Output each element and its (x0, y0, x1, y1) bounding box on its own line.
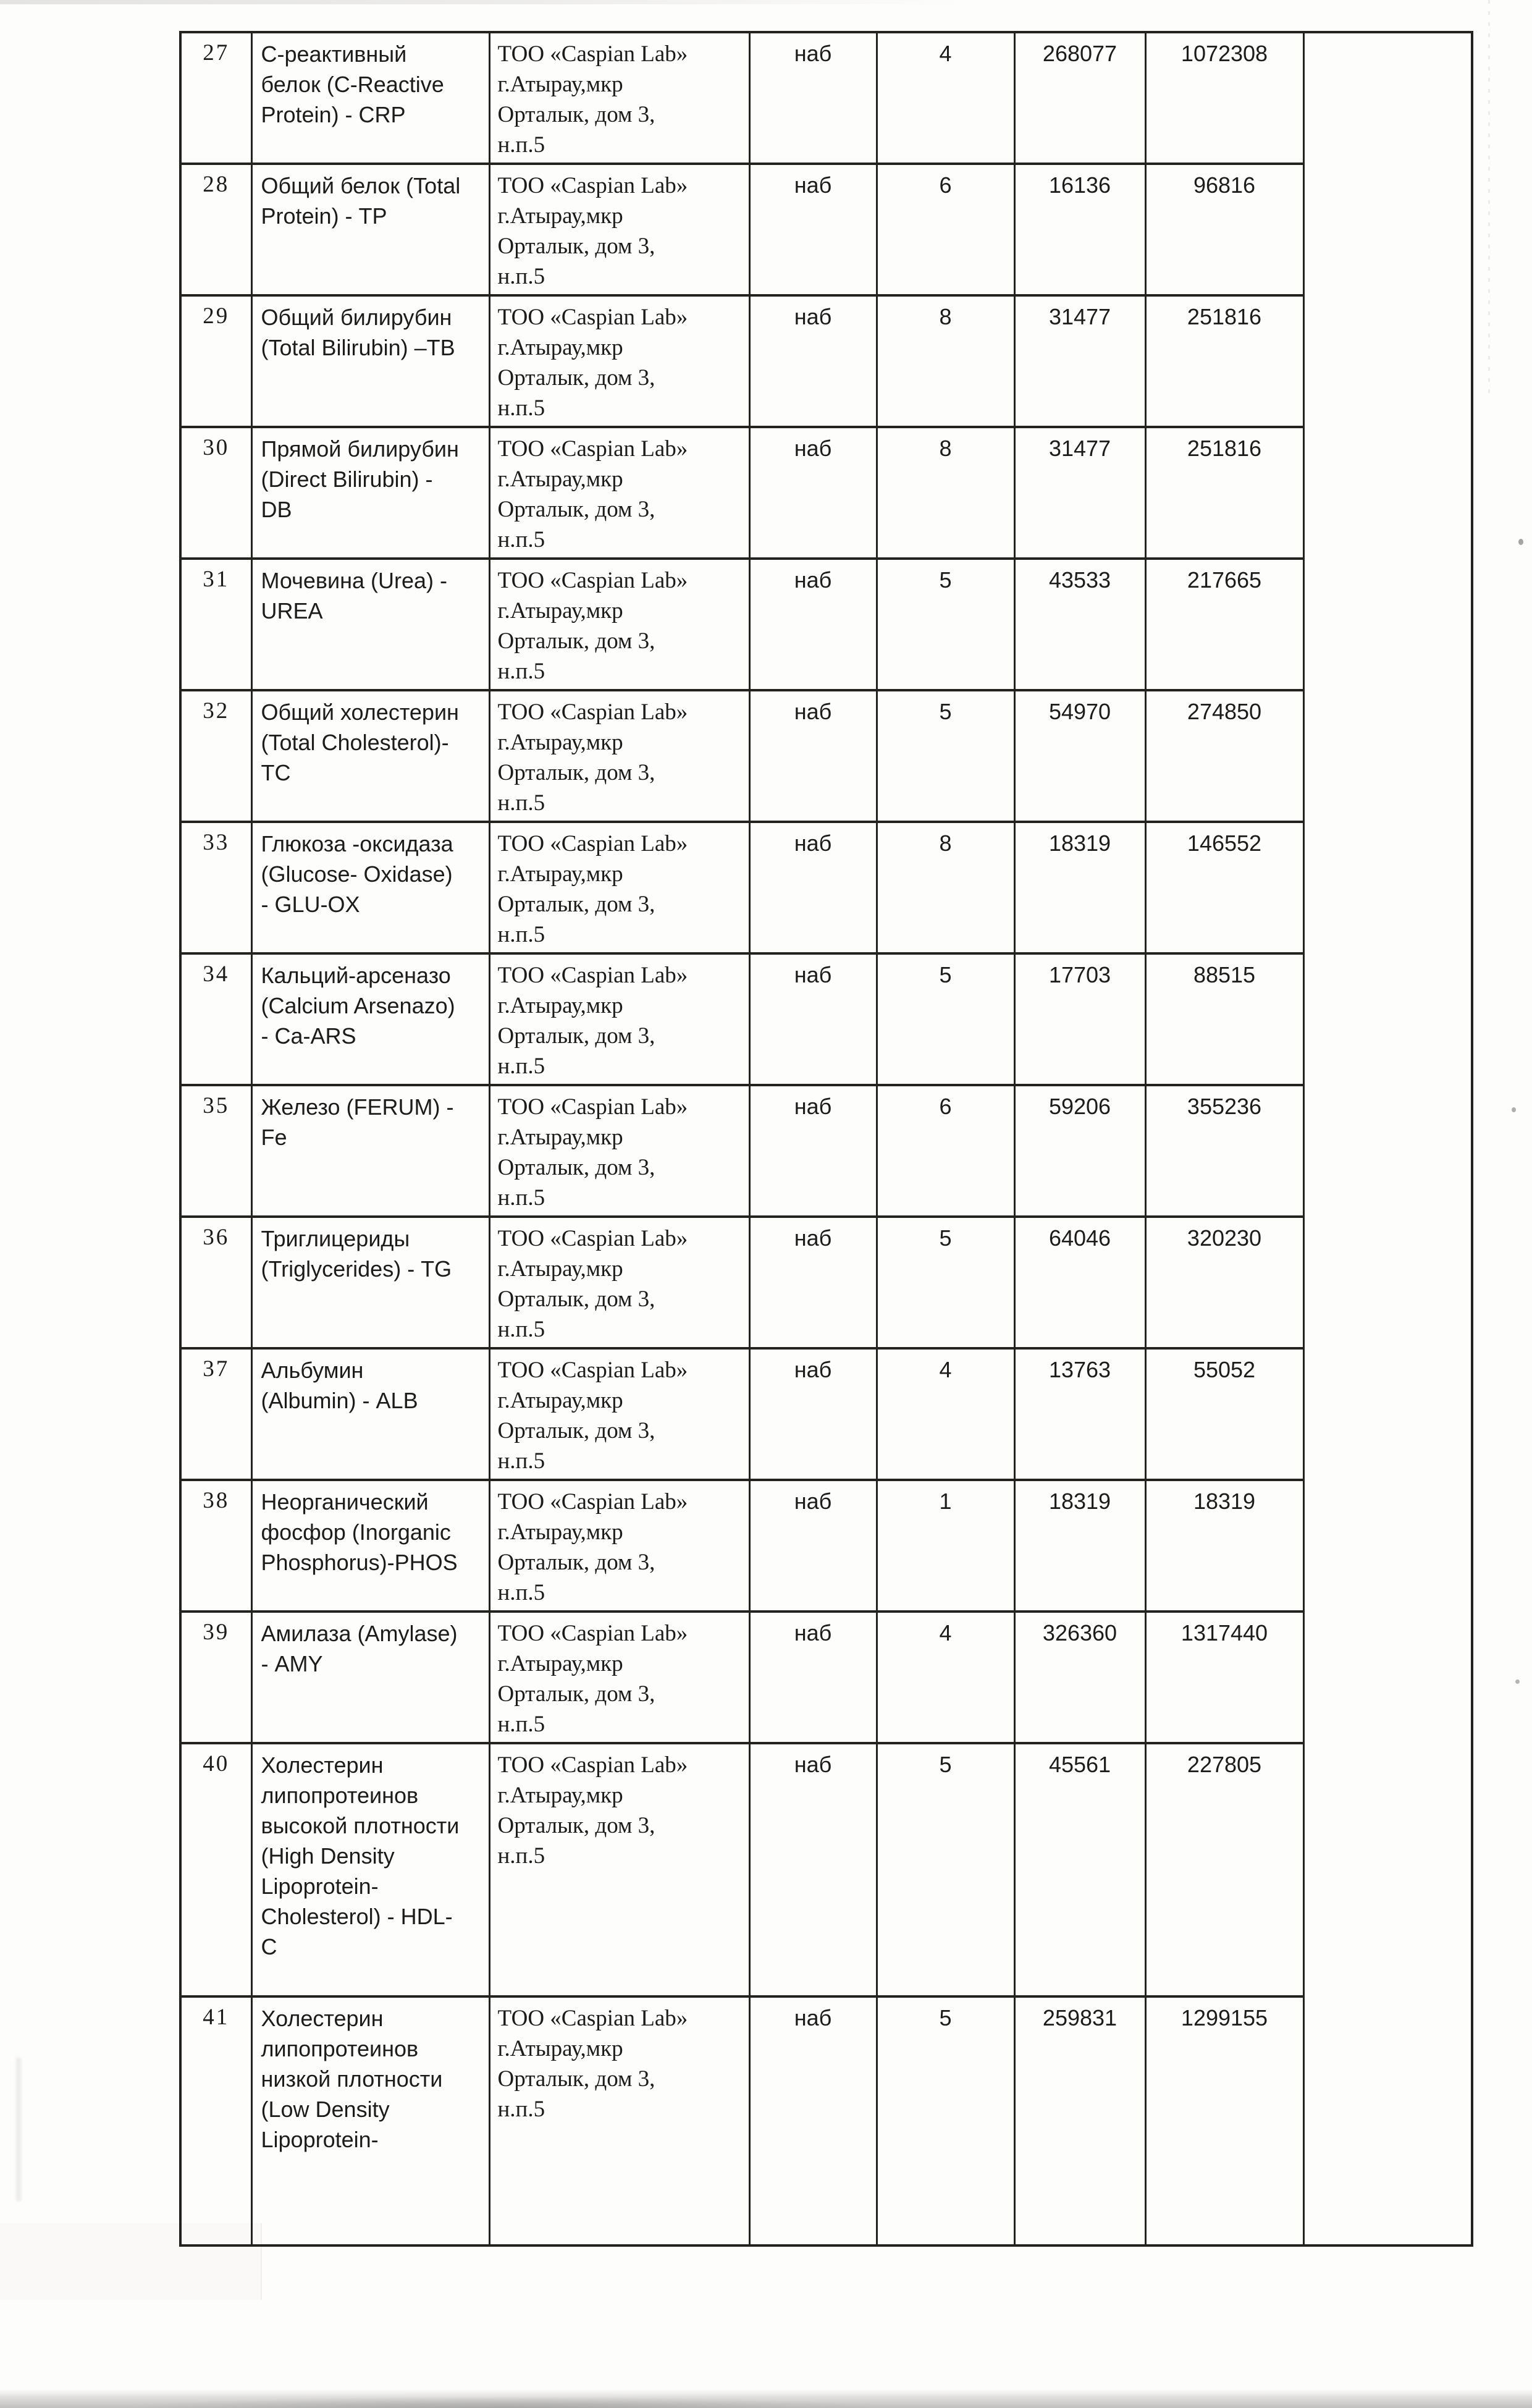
scan-speck (1515, 1679, 1520, 1684)
supplier-cell (489, 295, 749, 427)
unit-cell: наб (749, 427, 877, 559)
supplier-cell (489, 559, 749, 690)
unit-cell: наб (749, 690, 877, 822)
row-number-cell: 31 (180, 559, 251, 690)
supplier-line: Орталык, дом 3, (497, 760, 655, 785)
supplier-cell (489, 1612, 749, 1743)
unit-cell: наб (749, 1743, 877, 1996)
table-row (180, 1743, 1472, 1996)
supplier-line: г.Атырау,мкр (497, 1783, 623, 1808)
item-name-cell: Глюкоза -оксидаза (Glucose- Oxidase) - GLU-OX (251, 822, 489, 953)
supplier-line: ТОО «Caspian Lab» (497, 963, 688, 988)
quantity-cell: 8 (877, 427, 1014, 559)
supplier-line: г.Атырау,мкр (497, 1519, 623, 1545)
supplier-line: Орталык, дом 3, (497, 892, 655, 917)
total-price-cell: 96816 (1145, 164, 1303, 295)
table-row (180, 32, 1472, 164)
unit-price-cell: 18319 (1014, 822, 1145, 953)
supplier-line: ТОО «Caspian Lab» (497, 41, 688, 67)
item-name-cell: Общий белок (Total Protein) - TP (251, 164, 489, 295)
supplier-line: г.Атырау,мкр (497, 1125, 623, 1150)
supplier-cell (489, 690, 749, 822)
supplier-cell (489, 822, 749, 953)
table-row (180, 1612, 1472, 1743)
supplier-line: ТОО «Caspian Lab» (497, 1226, 688, 1251)
table-row (180, 427, 1472, 559)
supplier-line: г.Атырау,мкр (497, 1256, 623, 1282)
supplier-line: Орталык, дом 3, (497, 497, 655, 522)
unit-cell: наб (749, 822, 877, 953)
unit-price-cell: 18319 (1014, 1480, 1145, 1612)
unit-price-cell: 54970 (1014, 690, 1145, 822)
total-price-cell: 1072308 (1145, 32, 1303, 164)
quantity-cell: 1 (877, 1480, 1014, 1612)
supplier-line: н.п.5 (497, 395, 545, 421)
row-number-cell: 37 (180, 1348, 251, 1480)
supplier-line: г.Атырау,мкр (497, 598, 623, 623)
supplier-cell (489, 1480, 749, 1612)
scan-speck (1518, 539, 1523, 545)
unit-price-cell: 259831 (1014, 1996, 1145, 2245)
supplier-cell (489, 1743, 749, 1996)
unit-cell: наб (749, 1480, 877, 1612)
table-row (180, 295, 1472, 427)
unit-price-cell: 43533 (1014, 559, 1145, 690)
supplier-line: г.Атырау,мкр (497, 335, 623, 360)
total-price-cell: 18319 (1145, 1480, 1303, 1612)
quantity-cell: 4 (877, 32, 1014, 164)
unit-price-cell: 16136 (1014, 164, 1145, 295)
item-name-cell: Мочевина (Urea) - UREA (251, 559, 489, 690)
supplier-line: Орталык, дом 3, (497, 1286, 655, 1312)
unit-cell: наб (749, 953, 877, 1085)
quantity-cell: 5 (877, 690, 1014, 822)
table-row (180, 559, 1472, 690)
supplier-line: н.п.5 (497, 790, 545, 816)
quantity-cell: 6 (877, 1085, 1014, 1217)
supplier-line: Орталык, дом 3, (497, 1023, 655, 1049)
supplier-line: ТОО «Caspian Lab» (497, 173, 688, 198)
supplier-line: г.Атырау,мкр (497, 993, 623, 1018)
table-row (180, 822, 1472, 953)
item-name-cell: С-реактивный белок (C-Reactive Protein) - CRP (251, 32, 489, 164)
quantity-cell: 8 (877, 822, 1014, 953)
supplier-line: г.Атырау,мкр (497, 861, 623, 887)
item-name-cell: Амилаза (Amylase) - AMY (251, 1612, 489, 1743)
supplier-cell (489, 427, 749, 559)
row-number-cell: 27 (180, 32, 251, 164)
supplier-line: н.п.5 (497, 1580, 545, 1605)
supplier-line: ТОО «Caspian Lab» (497, 1621, 688, 1646)
item-name-cell: Альбумин (Albumin) - ALB (251, 1348, 489, 1480)
supplier-line: Орталык, дом 3, (497, 2066, 655, 2092)
table-row (180, 690, 1472, 822)
scan-bottom-smudge (0, 2389, 1532, 2408)
item-name-cell: Холестерин липопротеинов высокой плотности (High Density Lipoprotein-Cholesterol) - HDL-C (251, 1743, 489, 1996)
total-price-cell: 88515 (1145, 953, 1303, 1085)
row-number-cell: 38 (180, 1480, 251, 1612)
supplier-line: Орталык, дом 3, (497, 1155, 655, 1180)
quantity-cell: 5 (877, 1217, 1014, 1348)
table-row (180, 1480, 1472, 1612)
supplier-line: н.п.5 (497, 2097, 545, 2122)
supplier-line: ТОО «Caspian Lab» (497, 699, 688, 725)
item-name-cell: Неорганический фосфор (Inorganic Phosphorus)-PHOS (251, 1480, 489, 1612)
row-number-cell: 39 (180, 1612, 251, 1743)
supplier-line: н.п.5 (497, 132, 545, 158)
supplier-line: ТОО «Caspian Lab» (497, 568, 688, 593)
supplier-line: н.п.5 (497, 1185, 545, 1210)
table-row (180, 1996, 1472, 2245)
table-row (180, 1348, 1472, 1480)
supplier-line: н.п.5 (497, 527, 545, 552)
total-price-cell: 251816 (1145, 427, 1303, 559)
item-name-cell: Общий билирубин (Total Bilirubin) –TB (251, 295, 489, 427)
row-number-cell: 29 (180, 295, 251, 427)
scan-left-streak (16, 2058, 21, 2201)
quantity-cell: 4 (877, 1348, 1014, 1480)
supplier-line: н.п.5 (497, 1054, 545, 1079)
supplier-line: н.п.5 (497, 264, 545, 289)
supplier-line: Орталык, дом 3, (497, 365, 655, 391)
supplier-line: г.Атырау,мкр (497, 72, 623, 97)
table-row (180, 1217, 1472, 1348)
supplier-line: ТОО «Caspian Lab» (497, 2006, 688, 2031)
item-name-cell: Железо (FERUM) - Fe (251, 1085, 489, 1217)
unit-price-cell: 45561 (1014, 1743, 1145, 1996)
supplier-line: г.Атырау,мкр (497, 1388, 623, 1413)
item-name-cell: Триглицериды (Triglycerides) - TG (251, 1217, 489, 1348)
scan-top-edge-shadow (0, 0, 964, 4)
quantity-cell: 5 (877, 953, 1014, 1085)
scan-right-edge-dots (1488, 0, 1490, 395)
table-row (180, 1085, 1472, 1217)
row-number-cell: 40 (180, 1743, 251, 1996)
quantity-cell: 8 (877, 295, 1014, 427)
unit-cell: наб (749, 32, 877, 164)
supplier-line: Орталык, дом 3, (497, 1418, 655, 1443)
total-price-cell: 1317440 (1145, 1612, 1303, 1743)
row-number-cell: 32 (180, 690, 251, 822)
table-row (180, 164, 1472, 295)
unit-price-cell: 31477 (1014, 427, 1145, 559)
total-price-cell: 55052 (1145, 1348, 1303, 1480)
quantity-cell: 6 (877, 164, 1014, 295)
supplier-cell (489, 32, 749, 164)
supplier-cell (489, 953, 749, 1085)
item-name-cell: Кальций-арсеназо (Calcium Arsenazo) - Ca-ARS (251, 953, 489, 1085)
supplier-line: н.п.5 (497, 659, 545, 684)
quantity-cell: 5 (877, 1743, 1014, 1996)
unit-price-cell: 13763 (1014, 1348, 1145, 1480)
supplier-line: н.п.5 (497, 1448, 545, 1474)
total-price-cell: 146552 (1145, 822, 1303, 953)
unit-cell: наб (749, 295, 877, 427)
unit-price-cell: 64046 (1014, 1217, 1145, 1348)
unit-cell: наб (749, 1085, 877, 1217)
supplier-cell (489, 1996, 749, 2245)
unit-cell: наб (749, 559, 877, 690)
price-list-table (179, 31, 1473, 2247)
supplier-line: г.Атырау,мкр (497, 2036, 623, 2061)
row-number-cell: 30 (180, 427, 251, 559)
quantity-cell: 4 (877, 1612, 1014, 1743)
supplier-line: Орталык, дом 3, (497, 234, 655, 259)
total-price-cell: 320230 (1145, 1217, 1303, 1348)
supplier-line: г.Атырау,мкр (497, 203, 623, 229)
supplier-line: Орталык, дом 3, (497, 1681, 655, 1707)
total-price-cell: 217665 (1145, 559, 1303, 690)
total-price-cell: 1299155 (1145, 1996, 1303, 2245)
row-number-cell: 36 (180, 1217, 251, 1348)
total-price-cell: 251816 (1145, 295, 1303, 427)
supplier-cell (489, 1348, 749, 1480)
supplier-line: Орталык, дом 3, (497, 1813, 655, 1838)
row-number-cell: 35 (180, 1085, 251, 1217)
supplier-line: г.Атырау,мкр (497, 730, 623, 755)
item-name-cell: Общий холестерин (Total Cholesterol)- TC (251, 690, 489, 822)
quantity-cell: 5 (877, 1996, 1014, 2245)
row-number-cell: 41 (180, 1996, 251, 2245)
item-name-cell: Холестерин липопротеинов низкой плотности (Low Density Lipoprotein- (251, 1996, 489, 2245)
supplier-line: ТОО «Caspian Lab» (497, 1489, 688, 1515)
supplier-line: Орталык, дом 3, (497, 628, 655, 654)
supplier-line: г.Атырау,мкр (497, 1651, 623, 1676)
supplier-cell (489, 1217, 749, 1348)
supplier-line: ТОО «Caspian Lab» (497, 436, 688, 462)
unit-price-cell: 31477 (1014, 295, 1145, 427)
supplier-line: н.п.5 (497, 1317, 545, 1342)
table-row (180, 953, 1472, 1085)
supplier-line: ТОО «Caspian Lab» (497, 305, 688, 330)
total-price-cell: 227805 (1145, 1743, 1303, 1996)
unit-price-cell: 59206 (1014, 1085, 1145, 1217)
supplier-line: н.п.5 (497, 1843, 545, 1869)
unit-price-cell: 17703 (1014, 953, 1145, 1085)
row-number-cell: 34 (180, 953, 251, 1085)
empty-notes-column (1303, 32, 1472, 2245)
scan-speck (1512, 1107, 1516, 1112)
supplier-line: ТОО «Caspian Lab» (497, 1358, 688, 1383)
supplier-line: Орталык, дом 3, (497, 1550, 655, 1575)
supplier-line: ТОО «Caspian Lab» (497, 1752, 688, 1778)
unit-price-cell: 326360 (1014, 1612, 1145, 1743)
supplier-line: н.п.5 (497, 1712, 545, 1737)
supplier-line: ТОО «Caspian Lab» (497, 831, 688, 856)
total-price-cell: 355236 (1145, 1085, 1303, 1217)
unit-cell: наб (749, 1996, 877, 2245)
item-name-cell: Прямой билирубин (Direct Bilirubin) - DB (251, 427, 489, 559)
total-price-cell: 274850 (1145, 690, 1303, 822)
supplier-cell (489, 164, 749, 295)
unit-cell: наб (749, 1348, 877, 1480)
supplier-line: н.п.5 (497, 922, 545, 947)
supplier-line: Орталык, дом 3, (497, 102, 655, 127)
supplier-line: г.Атырау,мкр (497, 467, 623, 492)
row-number-cell: 28 (180, 164, 251, 295)
supplier-line: ТОО «Caspian Lab» (497, 1094, 688, 1120)
unit-cell: наб (749, 164, 877, 295)
table-body (180, 32, 1472, 2245)
quantity-cell: 5 (877, 559, 1014, 690)
supplier-cell (489, 1085, 749, 1217)
row-number-cell: 33 (180, 822, 251, 953)
unit-cell: наб (749, 1217, 877, 1348)
unit-cell: наб (749, 1612, 877, 1743)
unit-price-cell: 268077 (1014, 32, 1145, 164)
